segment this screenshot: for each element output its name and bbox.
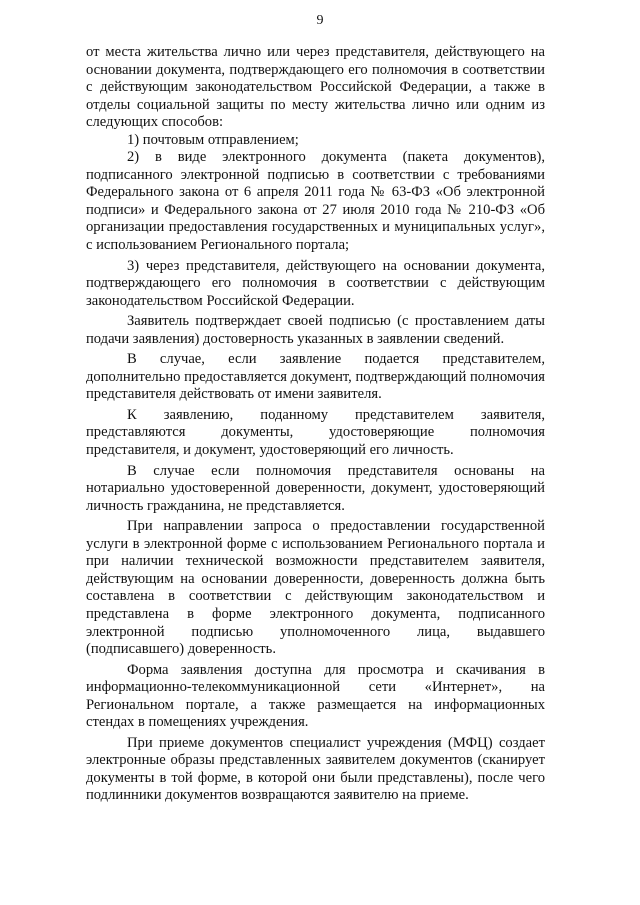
list-item: 1) почтовым отправлением;	[127, 131, 299, 148]
paragraph: от места жительства лично или через представителя, действующего на основании документа, подтверждающего его полномочия в соответствии с действующим законодательством Российской Федерации, а также в отделы социальной защиты по месту жительства лично или одним из следующих способов:	[86, 44, 545, 131]
list-item: 2) в виде электронного документа (пакета документов), подписанного электронной подписью в соответствии с требованиями Федерального закона от 6 апреля 2011 года № 63-ФЗ «Об электронной подписи» и Федерального закона от 27 июля 2010 года № 210-ФЗ «Об организации предоставления государственных и муниципальных услуг», с использованием Регионального портала;	[86, 149, 545, 254]
paragraph: Заявитель подтверждает своей подписью (с проставлением даты подачи заявления) достоверность указанных в заявлении сведений.	[86, 313, 545, 347]
page-number: 9	[316, 13, 324, 28]
paragraph: В случае, если заявление подается представителем, дополнительно предоставляется документ, подтверждающий полномочия представителя действовать от имени заявителя.	[86, 351, 545, 403]
paragraph: Форма заявления доступна для просмотра и скачивания в информационно-телекоммуникационной сети «Интернет», на Региональном портале, а также размещается на информационных стендах в помещениях учреждения.	[86, 661, 545, 731]
paragraph: При приеме документов специалист учреждения (МФЦ) создает электронные образы представленных заявителем документов (сканирует документы в той форме, в которой они были представлены), после чего подлинники документов возвращаются заявителю на приеме.	[86, 734, 545, 804]
paragraph: К заявлению, поданному представителем заявителя, представляются документы, удостоверяющие полномочия представителя, и документ, удостоверяющий его личность.	[86, 406, 545, 459]
document-body	[86, 44, 545, 805]
list-item: 3) через представителя, действующего на основании документа, подтверждающего его полномочия в соответствии с действующим законодательством Российской Федерации.	[86, 257, 545, 309]
paragraph: В случае если полномочия представителя основаны на нотариально удостоверенной доверенности, документ, удостоверяющий личность гражданина, не представляется.	[86, 462, 545, 514]
paragraph: При направлении запроса о предоставлении государственной услуги в электронной форме с использованием Регионального портала и при наличии технической возможности представителем заявителя, действующим на основании доверенности, доверенность должна быть составлена в соответствии с действующим законодательством и представлена в форме электронного документа, подписанного электронной подписью уполномоченного лица, выдавшего (подписавшего) доверенность.	[86, 518, 545, 658]
